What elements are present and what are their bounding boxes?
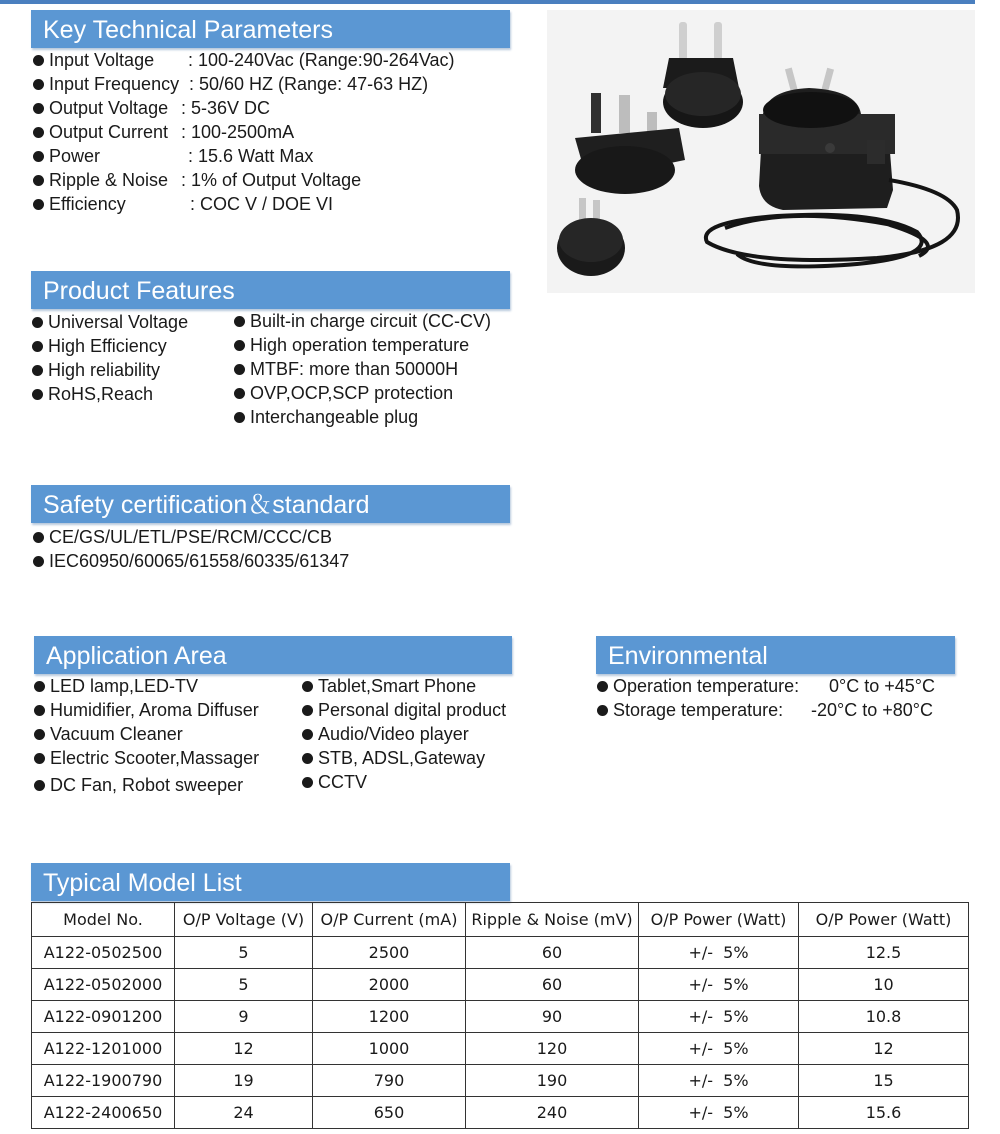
param-value: : 5-36V DC: [181, 98, 271, 118]
param-label: Output Voltage: [49, 98, 169, 118]
section-header-environmental: Environmental: [596, 636, 955, 674]
param-row: [33, 48, 455, 72]
param-row: [33, 144, 314, 168]
list-item: [34, 722, 259, 746]
application-list-left: [34, 674, 259, 797]
table-cell: A122-1201000: [32, 1033, 175, 1065]
bullet-icon: [302, 777, 313, 788]
table-cell: 190: [466, 1065, 639, 1097]
table-cell: +/- 5%: [639, 1033, 799, 1065]
table-cell: 10: [799, 969, 969, 1001]
product-photo: [547, 10, 975, 293]
feature-text: Interchangeable plug: [250, 407, 419, 427]
bullet-icon: [32, 341, 43, 352]
table-cell: 5: [175, 969, 313, 1001]
table-row: [32, 937, 969, 969]
table-cell: +/- 5%: [639, 1097, 799, 1129]
list-item: [302, 722, 506, 746]
bullet-icon: [34, 729, 45, 740]
feature-text: High operation temperature: [250, 335, 470, 355]
table-cell: 1200: [313, 1001, 466, 1033]
application-text: DC Fan, Robot sweeper: [50, 775, 244, 795]
list-item: [32, 334, 188, 358]
bullet-icon: [34, 753, 45, 764]
table-cell: 15: [799, 1065, 969, 1097]
column-header: O/P Power (Watt): [639, 903, 799, 937]
param-value: : 100-2500mA: [181, 122, 295, 142]
feature-text: MTBF: more than 50000H: [250, 359, 459, 379]
table-cell: 790: [313, 1065, 466, 1097]
bullet-icon: [302, 681, 313, 692]
list-item: [33, 525, 349, 549]
list-item: [234, 357, 491, 381]
env-label: Operation temperature:: [613, 676, 800, 696]
list-item: [302, 770, 506, 794]
table-row: [32, 1033, 969, 1065]
application-text: Tablet,Smart Phone: [318, 676, 477, 696]
table-cell: 2000: [313, 969, 466, 1001]
section-header-safety: Safety certification＆standard: [31, 485, 510, 523]
section-header-application: Application Area: [34, 636, 512, 674]
param-row: [33, 96, 271, 120]
param-value: : 1% of Output Voltage: [181, 170, 362, 190]
application-text: Humidifier, Aroma Diffuser: [50, 700, 259, 720]
table-cell: 1000: [313, 1033, 466, 1065]
model-table: [31, 902, 969, 1129]
list-item: [34, 674, 259, 698]
us-plug-icon: [557, 198, 625, 276]
table-cell: 12: [175, 1033, 313, 1065]
param-row: [33, 72, 429, 96]
table-cell: 240: [466, 1097, 639, 1129]
table-cell: +/- 5%: [639, 937, 799, 969]
table-header-row: [32, 903, 969, 937]
bullet-icon: [34, 681, 45, 692]
bullet-icon: [33, 199, 44, 210]
column-header: Ripple & Noise (mV): [466, 903, 639, 937]
application-list-right: [302, 674, 506, 794]
bullet-icon: [234, 316, 245, 327]
list-item: [234, 405, 491, 429]
top-rule: [0, 0, 975, 4]
table-cell: A122-1900790: [32, 1065, 175, 1097]
param-label: Input Voltage: [49, 50, 155, 70]
application-text: STB, ADSL,Gateway: [318, 748, 486, 768]
table-cell: 12.5: [799, 937, 969, 969]
bullet-icon: [302, 753, 313, 764]
param-value: : 100-240Vac (Range:90-264Vac): [188, 50, 455, 70]
bullet-icon: [33, 103, 44, 114]
application-text: CCTV: [318, 772, 367, 792]
bullet-icon: [234, 364, 245, 375]
param-value: : 15.6 Watt Max: [188, 146, 314, 166]
bullet-icon: [302, 729, 313, 740]
table-cell: A122-0901200: [32, 1001, 175, 1033]
features-list-right: [234, 309, 491, 429]
bullet-icon: [597, 705, 608, 716]
table-cell: 12: [799, 1033, 969, 1065]
table-row: [32, 969, 969, 1001]
feature-text: High reliability: [48, 360, 161, 380]
list-item: [32, 310, 188, 334]
table-cell: +/- 5%: [639, 1065, 799, 1097]
param-label: Efficiency: [49, 194, 126, 214]
bullet-icon: [34, 780, 45, 791]
list-item: [34, 773, 259, 797]
bullet-icon: [234, 412, 245, 423]
section-header-key-parameters: Key Technical Parameters: [31, 10, 510, 48]
list-item: [302, 674, 506, 698]
bullet-icon: [234, 340, 245, 351]
adapter-illustration: [547, 10, 975, 293]
table-cell: A122-0502500: [32, 937, 175, 969]
param-label: Power: [49, 146, 101, 166]
application-text: LED lamp,LED-TV: [50, 676, 199, 696]
bullet-icon: [33, 532, 44, 543]
list-item: [234, 309, 491, 333]
bullet-icon: [32, 317, 43, 328]
env-value: -20°C to +80°C: [811, 700, 933, 720]
key-parameters-list: [33, 48, 455, 216]
table-cell: 2500: [313, 937, 466, 969]
table-cell: 5: [175, 937, 313, 969]
table-cell: 60: [466, 937, 639, 969]
param-row: [33, 168, 362, 192]
table-cell: A122-2400650: [32, 1097, 175, 1129]
env-value: 0°C to +45°C: [829, 676, 935, 696]
environmental-list: [597, 674, 935, 722]
column-header: O/P Current (mA): [313, 903, 466, 937]
feature-text: Universal Voltage: [48, 312, 189, 332]
list-item: [234, 333, 491, 357]
env-row: [597, 674, 935, 698]
features-list-left: [32, 310, 188, 406]
application-text: Personal digital product: [318, 700, 507, 720]
table-cell: 90: [466, 1001, 639, 1033]
feature-text: Built-in charge circuit (CC-CV): [250, 311, 492, 331]
param-row: [33, 192, 334, 216]
table-row: [32, 1001, 969, 1033]
safety-list: [33, 525, 349, 573]
list-item: [34, 698, 259, 722]
feature-text: OVP,OCP,SCP protection: [250, 383, 454, 403]
bullet-icon: [32, 389, 43, 400]
table-cell: 10.8: [799, 1001, 969, 1033]
list-item: [32, 358, 188, 382]
section-header-features: Product Features: [31, 271, 510, 309]
env-label: Storage temperature:: [613, 700, 784, 720]
bullet-icon: [34, 705, 45, 716]
section-header-model-list: Typical Model List: [31, 863, 510, 901]
table-cell: 19: [175, 1065, 313, 1097]
table-cell: 650: [313, 1097, 466, 1129]
bullet-icon: [33, 175, 44, 186]
bullet-icon: [33, 127, 44, 138]
application-text: Audio/Video player: [318, 724, 469, 744]
env-row: [597, 698, 933, 722]
standard-text: IEC60950/60065/61558/60335/61347: [49, 551, 350, 571]
column-header: Model No.: [32, 903, 175, 937]
bullet-icon: [302, 705, 313, 716]
table-cell: 15.6: [799, 1097, 969, 1129]
table-row: [32, 1097, 969, 1129]
feature-text: High Efficiency: [48, 336, 167, 356]
table-cell: 60: [466, 969, 639, 1001]
table-cell: +/- 5%: [639, 1001, 799, 1033]
param-value: : COC V / DOE VI: [190, 194, 334, 214]
bullet-icon: [33, 151, 44, 162]
bullet-icon: [234, 388, 245, 399]
bullet-icon: [597, 681, 608, 692]
table-row: [32, 1065, 969, 1097]
feature-text: RoHS,Reach: [48, 384, 154, 404]
table-cell: 9: [175, 1001, 313, 1033]
bullet-icon: [33, 79, 44, 90]
list-item: [302, 698, 506, 722]
param-label: Ripple & Noise: [49, 170, 169, 190]
eu-plug-icon: [663, 22, 743, 128]
bullet-icon: [33, 556, 44, 567]
adapter-body-icon: [759, 68, 895, 210]
param-value: : 50/60 HZ (Range: 47-63 HZ): [189, 74, 429, 94]
param-label: Output Current: [49, 122, 169, 142]
list-item: [32, 382, 188, 406]
table-cell: 24: [175, 1097, 313, 1129]
list-item: [234, 381, 491, 405]
table-cell: A122-0502000: [32, 969, 175, 1001]
column-header: O/P Voltage (V): [175, 903, 313, 937]
list-item: [33, 549, 349, 573]
application-text: Electric Scooter,Massager: [50, 748, 260, 768]
application-text: Vacuum Cleaner: [50, 724, 183, 744]
bullet-icon: [32, 365, 43, 376]
table-cell: 120: [466, 1033, 639, 1065]
param-label: Input Frequency: [49, 74, 180, 94]
bullet-icon: [33, 55, 44, 66]
list-item: [34, 746, 259, 770]
table-cell: +/- 5%: [639, 969, 799, 1001]
certification-text: CE/GS/UL/ETL/PSE/RCM/CCC/CB: [49, 527, 333, 547]
param-row: [33, 120, 295, 144]
list-item: [302, 746, 506, 770]
column-header: O/P Power (Watt): [799, 903, 969, 937]
